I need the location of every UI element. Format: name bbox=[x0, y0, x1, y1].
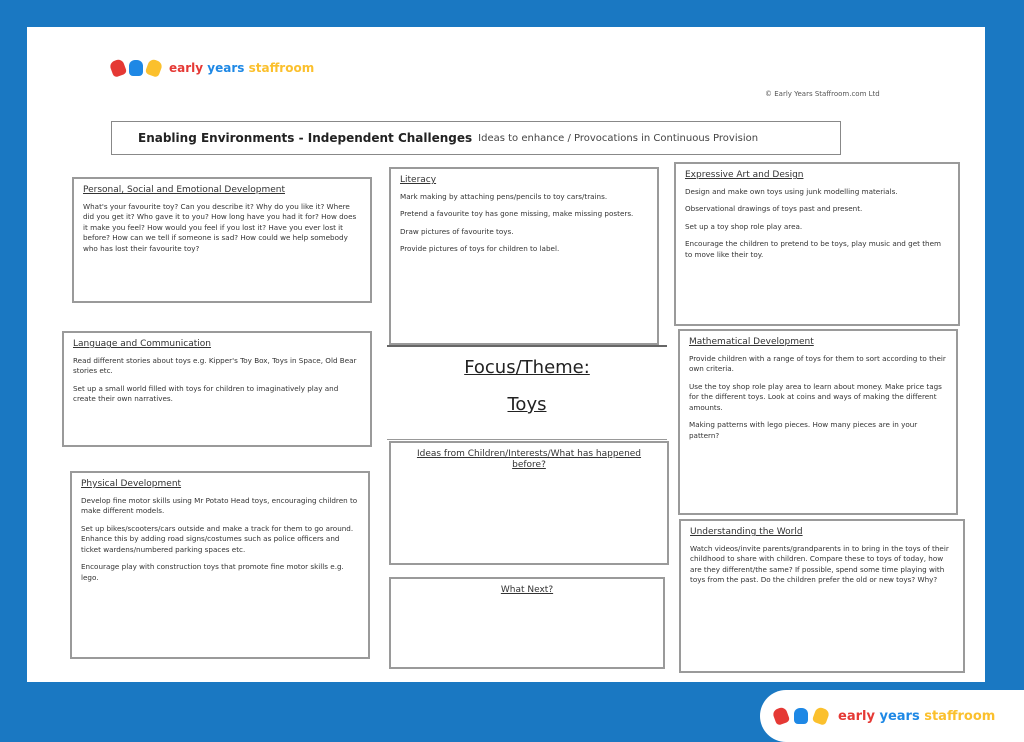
world-box bbox=[679, 519, 965, 673]
language-box bbox=[62, 331, 372, 447]
badge-logo-text bbox=[838, 709, 995, 724]
ead-text-4: Encourage the children to pretend to be toys, play music and get them to move like their toy. bbox=[685, 239, 942, 259]
logo bbox=[111, 60, 314, 76]
blue-hand-icon bbox=[129, 60, 143, 76]
logo-word-early: early bbox=[169, 61, 204, 75]
blue-hand-icon bbox=[794, 708, 808, 724]
ead-box bbox=[674, 162, 960, 326]
language-heading: Language and Communication bbox=[73, 339, 212, 349]
page-title: Enabling Environments - Independent Challenges bbox=[138, 131, 473, 145]
physical-heading: Physical Development bbox=[81, 479, 182, 489]
brand-badge bbox=[760, 690, 1024, 742]
maths-heading: Mathematical Development bbox=[689, 337, 814, 347]
worksheet bbox=[27, 27, 985, 682]
ead-heading: Expressive Art and Design bbox=[685, 170, 804, 180]
red-hand-icon bbox=[772, 706, 791, 726]
literacy-heading: Literacy bbox=[400, 175, 437, 185]
what-next-box bbox=[389, 577, 665, 669]
ead-text-1: Design and make own toys using junk modelling materials. bbox=[685, 186, 898, 196]
badge-word-years: years bbox=[879, 708, 920, 724]
yellow-hand-icon bbox=[812, 706, 831, 726]
psed-heading: Personal, Social and Emotional Development bbox=[83, 185, 285, 195]
what-next-heading: What Next? bbox=[500, 585, 554, 595]
focus-label: Focus/Theme: bbox=[464, 357, 590, 378]
red-hand-icon bbox=[109, 58, 128, 78]
world-heading: Understanding the World bbox=[690, 527, 803, 537]
badge-word-early: early bbox=[838, 708, 875, 724]
psed-box bbox=[72, 177, 372, 303]
literacy-text-3: Draw pictures of favourite toys. bbox=[400, 226, 514, 236]
language-text-2: Set up a small world filled with toys for children to imaginatively play and create their own narratives. bbox=[73, 383, 339, 403]
ideas-box bbox=[389, 441, 669, 565]
physical-text-1: Develop fine motor skills using Mr Potato Head toys, encouraging children to make different models. bbox=[81, 495, 358, 515]
literacy-text-1: Mark making by attaching pens/pencils to toy cars/trains. bbox=[400, 191, 608, 201]
logo-word-staffroom: staffroom bbox=[248, 61, 315, 75]
page-subtitle: Ideas to enhance / Provocations in Continuous Provision bbox=[478, 132, 759, 144]
logo-text bbox=[169, 61, 314, 75]
ideas-heading: Ideas from Children/Interests/What has happened before? bbox=[416, 449, 642, 470]
yellow-hand-icon bbox=[145, 58, 164, 78]
focus-theme-value: Toys bbox=[507, 394, 547, 415]
ead-text-3: Set up a toy shop role play area. bbox=[685, 221, 803, 231]
literacy-box bbox=[389, 167, 659, 345]
maths-text-2: Use the toy shop role play area to learn about money. Make price tags for the different toys. Look at coins and ways of making the different amounts. bbox=[689, 381, 942, 412]
badge-word-staffroom: staffroom bbox=[924, 708, 996, 724]
copyright: © Early Years Staffroom.com Ltd bbox=[765, 90, 880, 98]
literacy-text-4: Provide pictures of toys for children to label. bbox=[400, 244, 560, 253]
focus-theme bbox=[387, 345, 667, 440]
physical-box bbox=[70, 471, 370, 659]
maths-box bbox=[678, 329, 958, 515]
ead-text-2: Observational drawings of toys past and present. bbox=[685, 204, 863, 213]
maths-text-3: Making patterns with lego pieces. How many pieces are in your pattern? bbox=[689, 420, 918, 440]
physical-text-2: Set up bikes/scooters/cars outside and make a track for them to go around. Enhance this by adding road signs/costumes such as police officers and ticket wardens/numbered parking spaces etc. bbox=[81, 523, 354, 554]
logo-word-years: years bbox=[207, 61, 245, 75]
world-text-1: Watch videos/invite parents/grandparents in to bring in the toys of their childhood to share with children. Compare these to toys of today, how are they different/the same? If possible, spend some time playing with toys from the past. Do the children prefer the old or new toys? Why? bbox=[690, 543, 949, 584]
language-text-1: Read different stories about toys e.g. Kipper's Toy Box, Toys in Space, Old Bear stories etc. bbox=[73, 355, 357, 375]
maths-text-1: Provide children with a range of toys for them to sort according to their own criteria. bbox=[689, 353, 946, 373]
physical-text-3: Encourage play with construction toys that promote fine motor skills e.g. lego. bbox=[81, 562, 344, 582]
psed-text-1: What's your favourite toy? Can you describe it? Why do you like it? Where did you get it? Who gave it to you? How long have you had it for? How does it make you feel? How would you feel if you lost it? Have you ever lost it before? How can we tell if someone is sad? How could we help somebody who has lost their favourite toy? bbox=[83, 201, 357, 253]
title-bar bbox=[111, 121, 841, 155]
literacy-text-2: Pretend a favourite toy has gone missing, make missing posters. bbox=[400, 209, 634, 218]
